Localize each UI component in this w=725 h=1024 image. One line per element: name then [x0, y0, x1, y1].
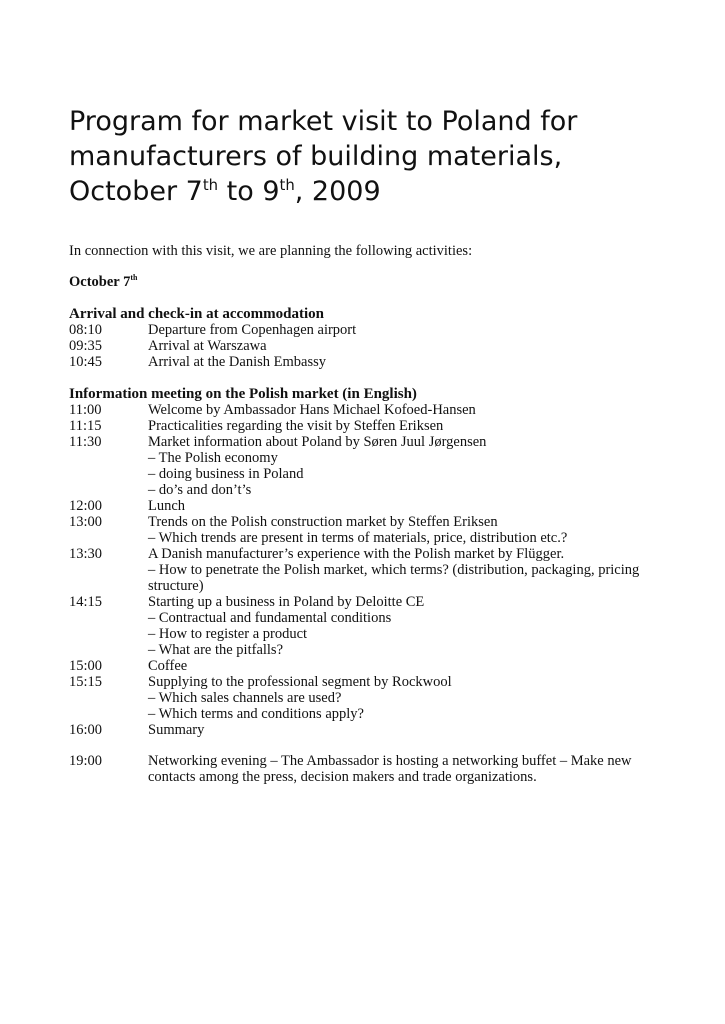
schedule-time: 14:15 [69, 594, 103, 610]
schedule-row [69, 418, 669, 434]
schedule-subitem: – What are the pitfalls? [148, 642, 284, 658]
schedule-description: Departure from Copenhagen airport [148, 322, 357, 338]
schedule-time: 19:00 [69, 753, 103, 769]
day-heading: October 7th [69, 273, 138, 290]
schedule-row [69, 434, 669, 450]
section-title: Arrival and check-in at accommodation [69, 306, 324, 322]
page-title [69, 104, 689, 209]
schedule-row [69, 338, 669, 354]
schedule-row [69, 658, 669, 674]
schedule-time: 10:45 [69, 354, 103, 370]
schedule-time: 13:30 [69, 546, 103, 562]
title-line-3: October 7th to 9th, 2009 [69, 176, 381, 207]
schedule-description: Market information about Poland by Søren Juul Jørgensen [148, 434, 487, 450]
schedule-time: 11:00 [69, 402, 102, 418]
schedule-row [69, 498, 669, 514]
schedule-time: 16:00 [69, 722, 103, 738]
schedule-time: 12:00 [69, 498, 103, 514]
schedule-row [69, 514, 669, 530]
schedule-time: 11:15 [69, 418, 102, 434]
schedule-time: 15:00 [69, 658, 103, 674]
schedule-description: Welcome by Ambassador Hans Michael Kofoed-Hansen [148, 402, 476, 418]
schedule-description: Starting up a business in Poland by Deloitte CE [148, 594, 425, 610]
schedule-time: 13:00 [69, 514, 103, 530]
schedule-subitem: – Which terms and conditions apply? [148, 706, 364, 722]
schedule-row [69, 354, 669, 370]
schedule-description: Summary [148, 722, 205, 738]
schedule-row [69, 322, 669, 338]
schedule-description: Trends on the Polish construction market by Steffen Eriksen [148, 514, 498, 530]
schedule-row [69, 674, 669, 690]
schedule-row [69, 546, 669, 562]
schedule-row [69, 594, 669, 610]
schedule-time: 09:35 [69, 338, 103, 354]
schedule-subitem: – The Polish economy [148, 450, 278, 466]
schedule-time: 15:15 [69, 674, 103, 690]
schedule-description: Networking evening – The Ambassador is hosting a networking buffet – Make new contacts among the press, decision makers and trade organizations. [148, 753, 632, 785]
section-information-meeting [69, 386, 669, 738]
schedule-row [69, 402, 669, 418]
section-networking [69, 753, 669, 785]
intro-text: In connection with this visit, we are planning the following activities: [69, 243, 473, 259]
schedule-subitem: – Which trends are present in terms of materials, price, distribution etc.? [148, 530, 568, 546]
schedule-description: Practicalities regarding the visit by Steffen Eriksen [148, 418, 444, 434]
schedule-row [69, 722, 669, 738]
title-line-2: manufacturers of building materials, [69, 141, 563, 172]
section-arrival [69, 306, 669, 370]
schedule-subitem: – do’s and don’t’s [148, 482, 252, 498]
schedule-time: 08:10 [69, 322, 103, 338]
title-line-1: Program for market visit to Poland for [69, 106, 578, 137]
schedule-subitem: – How to penetrate the Polish market, which terms? (distribution, packaging, pricing structure) [148, 562, 640, 594]
schedule-description: Arrival at Warszawa [148, 338, 267, 354]
schedule-description: Supplying to the professional segment by Rockwool [148, 674, 452, 690]
schedule-time: 11:30 [69, 434, 102, 450]
schedule-row [69, 753, 669, 785]
schedule-description: Lunch [148, 498, 186, 514]
section-title: Information meeting on the Polish market (in English) [69, 386, 417, 402]
schedule-subitem: – Contractual and fundamental conditions [148, 610, 392, 626]
schedule-subitem: – How to register a product [148, 626, 308, 642]
schedule-description: Arrival at the Danish Embassy [148, 354, 326, 370]
schedule-subitem: – doing business in Poland [148, 466, 304, 482]
schedule-description: Coffee [148, 658, 188, 674]
schedule-subitem: – Which sales channels are used? [148, 690, 342, 706]
schedule-description: A Danish manufacturer’s experience with the Polish market by Flügger. [148, 546, 565, 562]
